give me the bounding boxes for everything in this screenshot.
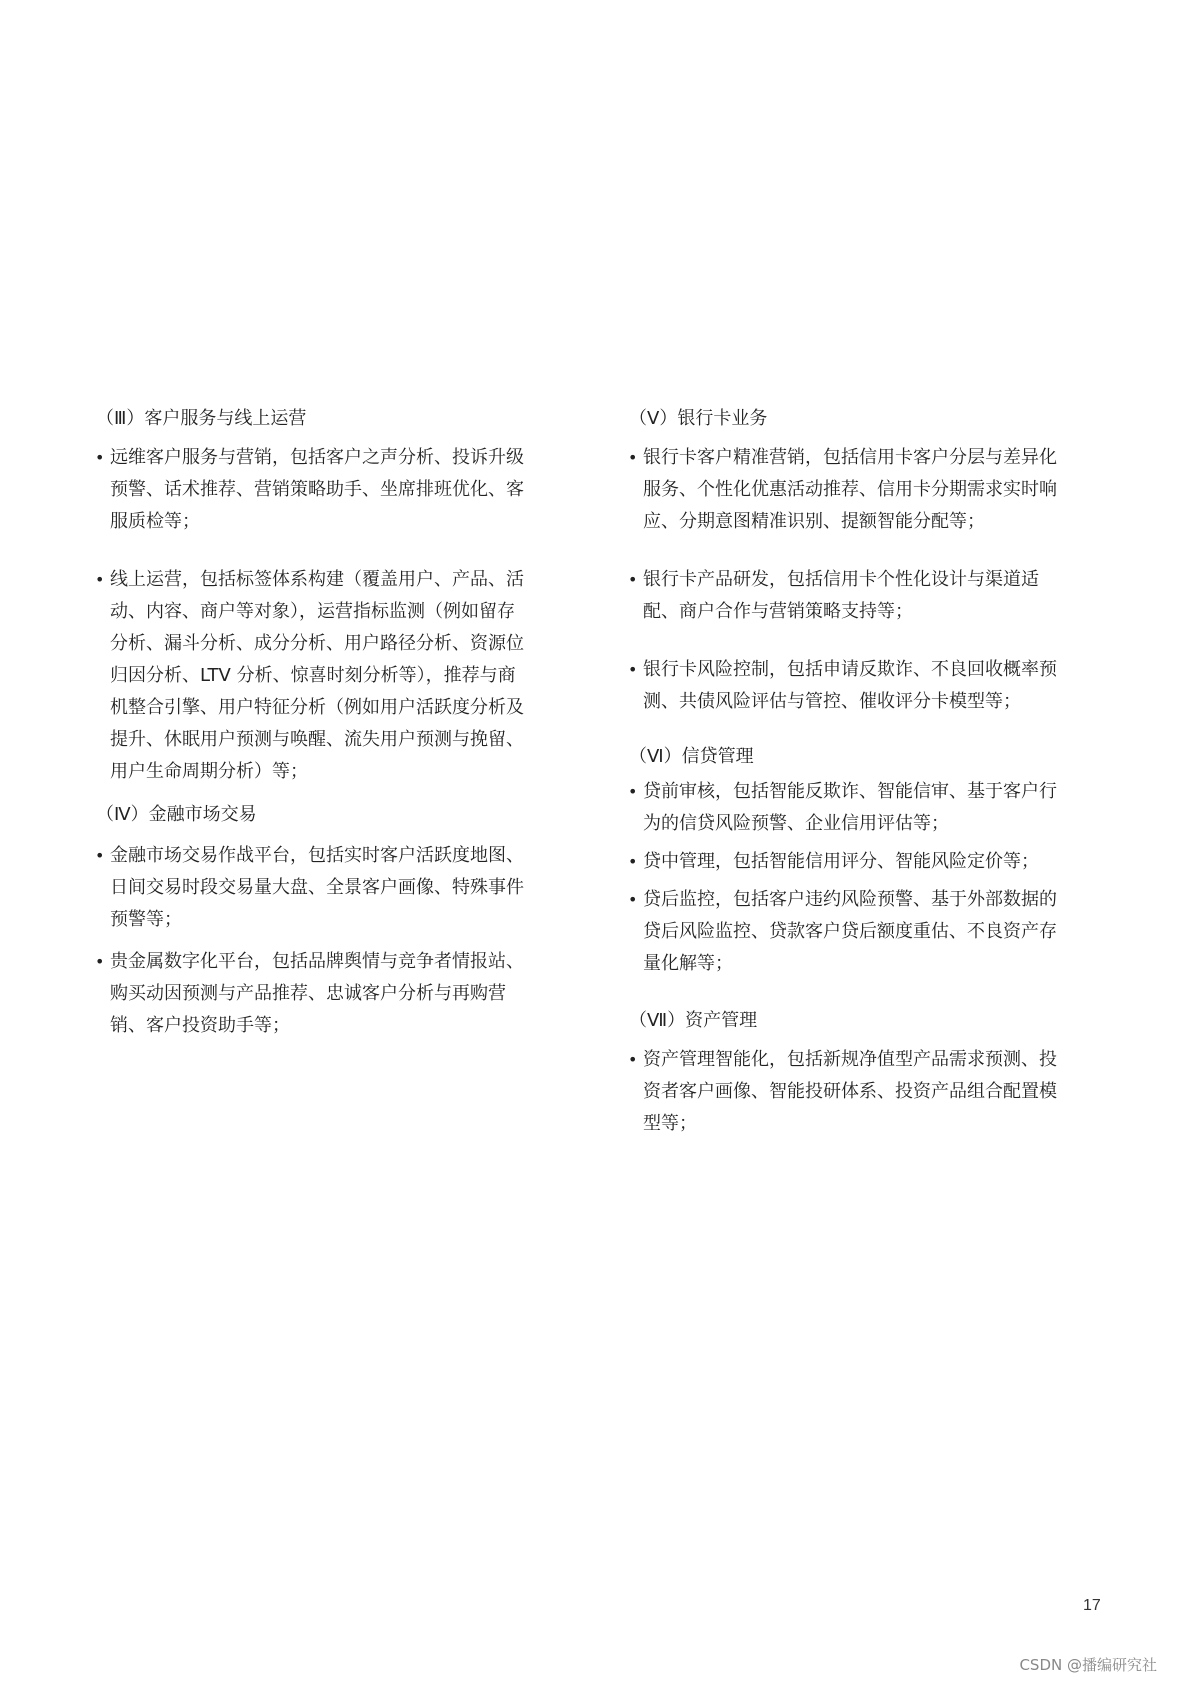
- watermark: CSDN @播编研究社: [1019, 1656, 1157, 1674]
- list-item: • 线上运营，包括标签体系构建（覆盖用户、产品、活 动、内容、商户等对象），运营指标监测（例如留存 分析、漏斗分析、成分分析、用户路径分析、资源位 归因分析、LTV 分析、惊喜时刻分析等），推荐与商 机整合引擎、用户特征分析（例如用户活跃度分析及 提升、休眠用户预测与唤醒、流失用户预测与挽留、 用户生命周期分析）等；: [95, 564, 575, 788]
- section-heading-3: （Ⅲ）客户服务与线上运营: [96, 408, 307, 429]
- bullet-dot: •: [628, 660, 638, 679]
- list-item: • 贷前审核，包括智能反欺诈、智能信审、基于客户行 为的信贷风险预警、企业信用评估等；: [628, 776, 1114, 840]
- page-number: 17: [1083, 1597, 1101, 1614]
- bullet-dot: •: [628, 890, 638, 909]
- left-column: [95, 404, 575, 1042]
- list-item: • 银行卡风险控制，包括申请反欺诈、不良回收概率预 测、共债风险评估与管控、催收评分卡模型等；: [628, 654, 1114, 718]
- section-heading-7: （Ⅶ）资产管理: [629, 1010, 758, 1031]
- bullet-dot: •: [628, 448, 638, 467]
- bullet-dot: •: [628, 570, 638, 589]
- bullet-dot: •: [95, 952, 105, 971]
- list-item: • 贷中管理，包括智能信用评分、智能风险定价等；: [628, 846, 1114, 878]
- list-item: • 银行卡客户精准营销，包括信用卡客户分层与差异化 服务、个性化优惠活动推荐、信用卡分期需求实时响 应、分期意图精准识别、提额智能分配等；: [628, 442, 1114, 538]
- bullet-dot: •: [628, 782, 638, 801]
- list-item: • 银行卡产品研发，包括信用卡个性化设计与渠道适 配、商户合作与营销策略支持等；: [628, 564, 1114, 628]
- bullet-dot: •: [95, 570, 105, 589]
- bullet-dot: •: [628, 852, 638, 871]
- list-item: • 贵金属数字化平台，包括品牌舆情与竞争者情报站、 购买动因预测与产品推荐、忠诚客户分析与再购营 销、客户投资助手等；: [95, 946, 575, 1042]
- bullet-dot: •: [95, 448, 105, 467]
- list-item: • 金融市场交易作战平台，包括实时客户活跃度地图、 日间交易时段交易量大盘、全景客户画像、特殊事件 预警等；: [95, 840, 575, 936]
- section-heading-4: （Ⅳ）金融市场交易: [96, 804, 257, 825]
- bullet-dot: •: [95, 846, 105, 865]
- section-heading-6: （Ⅵ）信贷管理: [629, 746, 754, 767]
- list-item: • 资产管理智能化，包括新规净值型产品需求预测、投 资者客户画像、智能投研体系、投资产品组合配置模 型等；: [628, 1044, 1114, 1140]
- list-item: • 远维客户服务与营销，包括客户之声分析、投诉升级 预警、话术推荐、营销策略助手、坐席排班优化、客 服质检等；: [95, 442, 575, 538]
- list-item: • 贷后监控，包括客户违约风险预警、基于外部数据的 贷后风险监控、贷款客户贷后额度重估、不良资产存 量化解等；: [628, 884, 1114, 980]
- section-heading-5: （Ⅴ）银行卡业务: [629, 408, 768, 429]
- bullet-dot: •: [628, 1050, 638, 1069]
- right-column: [628, 404, 1114, 1140]
